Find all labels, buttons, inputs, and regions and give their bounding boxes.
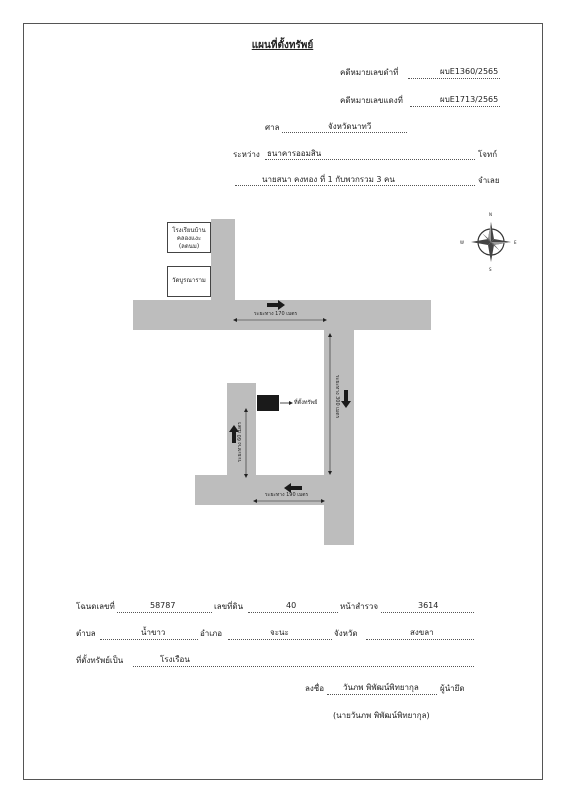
arrow-left-icon [284, 483, 302, 493]
subdistrict-value: น้ำขาว [141, 628, 166, 637]
arrow-down-icon [341, 390, 351, 408]
sign-label: ลงชื่อ [305, 684, 325, 693]
temple-landmark [167, 266, 211, 297]
signer-printed-name: (นายวันภพ พิพัฒน์พิทยากุล) [333, 711, 430, 720]
compass-rose-icon [464, 213, 520, 271]
signer-role: ผู้นำยึด [440, 684, 465, 693]
red-case-label: คดีหมายเลขแดงที่ [340, 96, 403, 105]
plaintiff-suffix: โจทก์ [478, 150, 498, 159]
property-label: ที่ตั้งทรัพย์ [294, 400, 318, 406]
deed-label: โฉนดเลขที่ [76, 602, 115, 611]
black-case-label: คดีหมายเลขดำที่ [340, 68, 399, 77]
deed-number: 58787 [150, 601, 176, 610]
defendant-name: นายสนา คงทอง ที่ 1 กับพวกรวม 3 คน [262, 175, 395, 184]
court-label: ศาล [265, 123, 280, 132]
arrow-right-icon [267, 300, 285, 310]
survey-label: หน้าสำรวจ [340, 602, 379, 611]
plaintiff-name: ธนาคารออมสิน [267, 149, 322, 158]
location-value: โรงเรือน [160, 655, 190, 664]
compass-east-label: E [514, 240, 517, 245]
school-label: โรงเรียนบ้านคลองแงะ (ลดนม) [172, 227, 206, 250]
left-distance-label: ระยะทาง 60 เมตร [237, 421, 243, 462]
red-case-number: ผบE1713/2565 [440, 95, 499, 104]
province-label: จังหวัด [334, 629, 358, 638]
signer-name: วันภพ พิพัฒน์พิทยากุล [343, 683, 419, 692]
property-marker [257, 395, 279, 411]
survey-number: 3614 [418, 601, 439, 610]
document-title: แผนที่ตั้งทรัพย์ [251, 40, 314, 51]
compass-south-label: S [489, 267, 492, 272]
black-case-number: ผบE1360/2565 [440, 67, 499, 76]
province-value: สงขลา [410, 628, 434, 637]
land-number: 40 [286, 601, 297, 610]
land-number-label: เลขที่ดิน [214, 602, 244, 611]
right-distance-label: ระยะทาง 300 เมตร [334, 375, 340, 419]
property-pointer-arrow [280, 399, 294, 407]
district-value: จะนะ [270, 628, 289, 637]
subdistrict-label: ตำบล [76, 629, 96, 638]
court-name: จังหวัดนาทวี [328, 122, 372, 131]
between-label: ระหว่าง [233, 150, 260, 159]
arrow-up-icon [229, 425, 239, 443]
compass-north-label: N [489, 212, 492, 217]
district-label: อำเภอ [200, 629, 223, 638]
bottom-distance-label: ระยะทาง 190 เมตร [265, 492, 309, 498]
temple-label: วัดบูรณาราม [172, 277, 206, 284]
compass-west-label: W [460, 240, 464, 245]
defendant-suffix: จำเลย [478, 176, 500, 185]
school-landmark [167, 222, 211, 253]
road-north-segment [211, 219, 235, 301]
location-label: ที่ตั้งทรัพย์เป็น [76, 656, 124, 665]
top-distance-label: ระยะทาง 170 เมตร [254, 311, 298, 317]
